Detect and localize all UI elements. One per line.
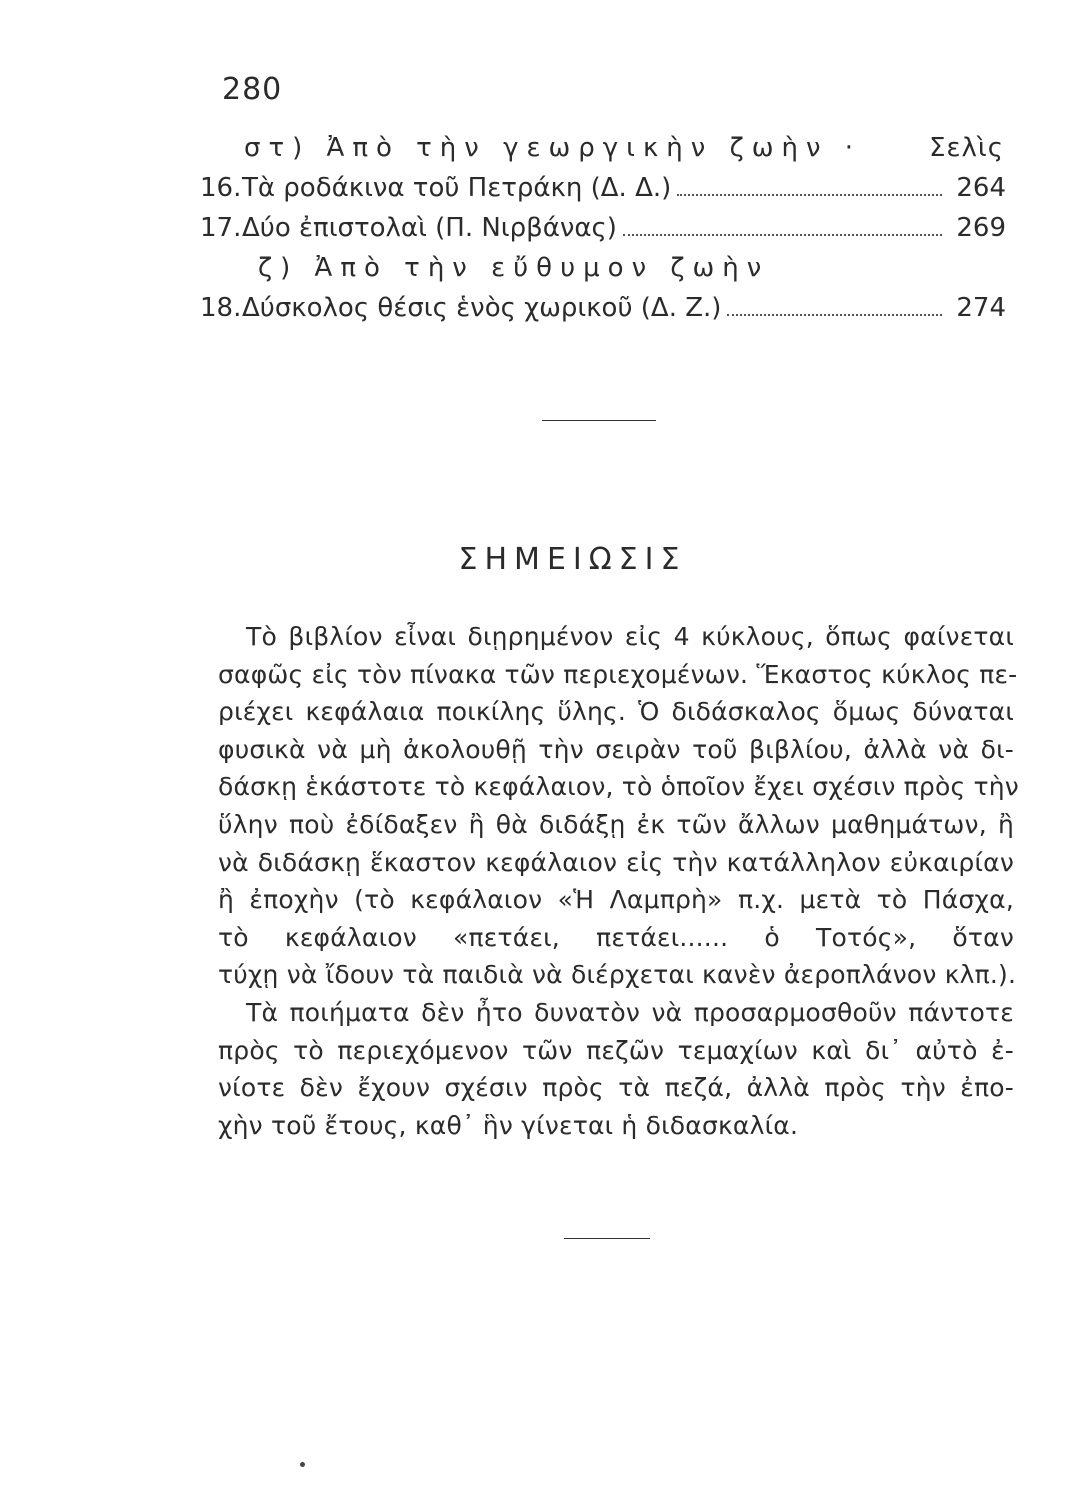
page-number: 280 xyxy=(222,72,283,107)
text-line: Τὰ ποιήματα δὲν ἦτο δυνατὸν νὰ προσαρμοσθοῦν πάντοτε xyxy=(246,997,1014,1027)
text-line: νίοτε δὲν ἔχουν σχέσιν πρὸς τὰ πεζά, ἀλλὰ πρὸς τὴν ἐπο- xyxy=(218,1073,1014,1103)
toc-entry-title: Δύο ἐπιστολαὶ (Π. Νιρβάνας) xyxy=(242,213,617,243)
text-line: τὸ κεφάλαιον «πετάει, πετάει...... ὁ Τοτός», ὅταν xyxy=(218,922,1014,952)
text-line: ριέχει κεφάλαια ποικίλης ὕλης. Ὁ διδάσκαλος ὅμως δύναται xyxy=(218,697,1014,727)
notes-paragraph xyxy=(218,618,1019,994)
toc-entry xyxy=(200,208,1006,248)
toc-entry-page: 269 xyxy=(956,213,1006,243)
toc-entry xyxy=(200,168,1006,208)
toc-section-title: ζ) Ἀπὸ τὴν εὔθυμον ζωὴν xyxy=(258,253,770,283)
toc-entry-page: 264 xyxy=(956,173,1006,203)
toc-entry-page: 274 xyxy=(956,293,1006,323)
toc-leader-dots xyxy=(727,314,942,316)
text-line: ὕλην ποὺ ἐδίδαξεν ἢ θὰ διδάξῃ ἐκ τῶν ἄλλων μαθημάτων, ἢ xyxy=(218,809,1014,839)
text-line: ἢ ἐποχὴν (τὸ κεφάλαιον «Ἡ Λαμπρὴ» π.χ. μετὰ τὸ Πάσχα, xyxy=(218,885,1014,915)
notes-heading-text: ΣΗΜΕΙΩΣΙΣ xyxy=(458,542,687,577)
toc-entry-title: Δύσκολος θέσις ἑνὸς χωρικοῦ (Δ. Ζ.) xyxy=(242,293,722,323)
ink-speck xyxy=(300,1462,305,1467)
toc-section-heading xyxy=(200,128,1006,168)
table-of-contents xyxy=(200,128,1006,328)
notes-body xyxy=(218,618,1019,1144)
text-line: χὴν τοῦ ἔτους, καθ᾽ ἣν γίνεται ἡ διδασκαλία. xyxy=(218,1110,799,1140)
toc-section-title: στ) Ἀπὸ τὴν γεωργικὴν ζωὴν · xyxy=(244,133,862,163)
toc-entry-number: 16. xyxy=(200,173,242,203)
toc-entry-title: Τὰ ροδάκινα τοῦ Πετράκη (Δ. Δ.) xyxy=(242,173,672,203)
notes-paragraph xyxy=(218,994,1014,1144)
section-divider xyxy=(542,420,656,421)
text-line: φυσικὰ νὰ μὴ ἀκολουθῇ τὴν σειρὰν τοῦ βιβλίου, ἀλλὰ νὰ δι- xyxy=(218,734,1014,764)
section-divider xyxy=(564,1238,650,1239)
toc-entry-number: 17. xyxy=(200,213,242,243)
toc-leader-dots xyxy=(677,194,942,196)
text-line: πρὸς τὸ περιεχόμενον τῶν πεζῶν τεμαχίων καὶ δι᾽ αὐτὸ ἐ- xyxy=(218,1035,1014,1065)
text-line: νὰ διδάσκῃ ἕκαστον κεφάλαιον εἰς τὴν κατάλληλον εὐκαιρίαν xyxy=(218,847,1014,877)
text-line: σαφῶς εἰς τὸν πίνακα τῶν περιεχομένων. Ἕκαστος κύκλος πε- xyxy=(218,659,1018,689)
toc-section-heading xyxy=(200,248,1006,288)
toc-entry-number: 18. xyxy=(200,293,242,323)
toc-leader-dots xyxy=(623,234,942,236)
notes-heading xyxy=(0,542,1085,577)
toc-entry xyxy=(200,288,1006,328)
toc-page-column-heading: Σελὶς xyxy=(929,133,1004,163)
text-line: Τὸ βιβλίον εἶναι διῃρημένον εἰς 4 κύκλους, ὅπως φαίνεται xyxy=(246,622,1014,651)
text-line: τύχῃ νὰ ἴδουν τὰ παιδιὰ νὰ διέρχεται κανὲν ἀεροπλάνον κλπ.). xyxy=(218,960,1017,990)
text-line: δάσκῃ ἑκάστοτε τὸ κεφάλαιον, τὸ ὁποῖον ἔχει σχέσιν πρὸς τὴν xyxy=(218,772,1019,802)
